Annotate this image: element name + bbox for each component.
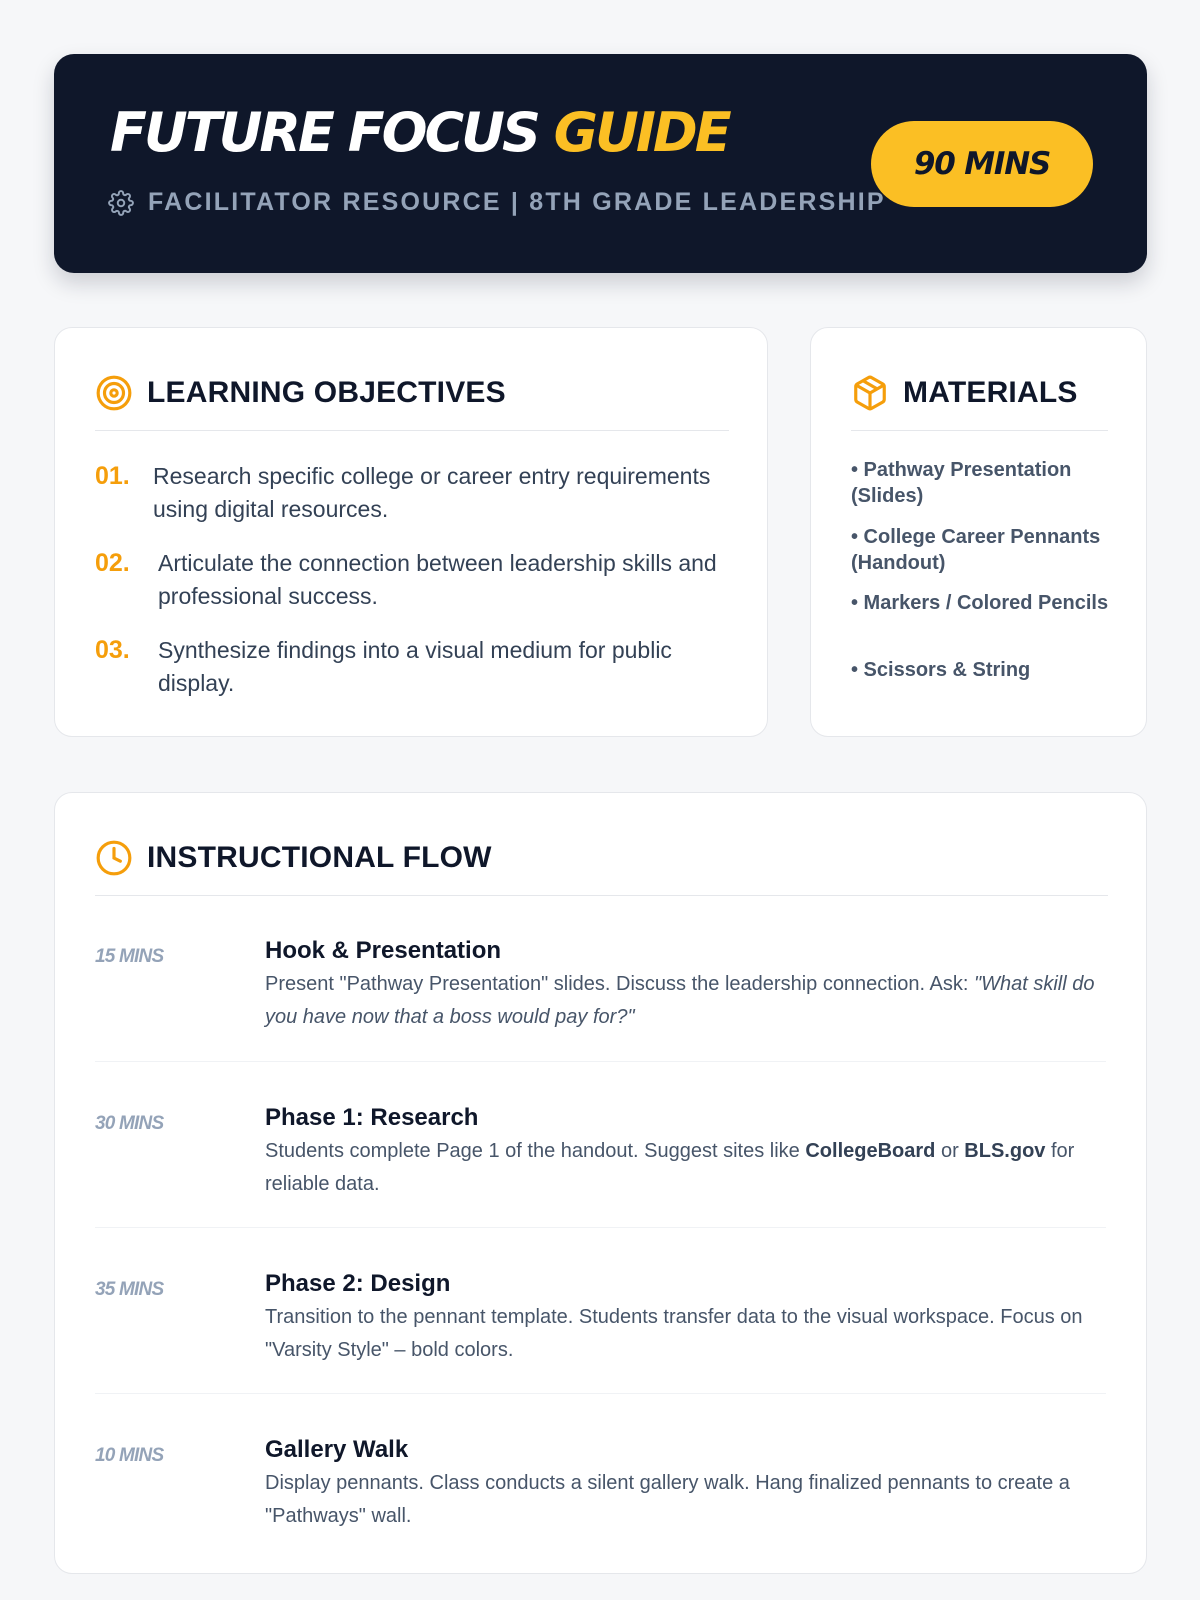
material-item: • College Career Pennants (Handout) bbox=[851, 526, 1101, 574]
step-time: 35 MINS bbox=[95, 1279, 164, 1300]
clock-icon bbox=[95, 839, 133, 877]
materials-card bbox=[810, 327, 1147, 737]
title-main: FUTURE FOCUS bbox=[110, 101, 538, 164]
step-time: 30 MINS bbox=[95, 1113, 164, 1134]
flow-heading: INSTRUCTIONAL FLOW bbox=[147, 841, 492, 874]
divider bbox=[95, 430, 729, 431]
step-title: Gallery Walk bbox=[265, 1436, 409, 1463]
flow-step bbox=[95, 1269, 1106, 1361]
step-time: 10 MINS bbox=[95, 1445, 164, 1466]
divider bbox=[95, 895, 1108, 896]
objectives-heading: LEARNING OBJECTIVES bbox=[147, 376, 506, 409]
material-item: • Scissors & String bbox=[851, 659, 1031, 681]
materials-heading: MATERIALS bbox=[903, 376, 1078, 409]
page-title bbox=[110, 101, 729, 164]
objectives-header bbox=[95, 373, 506, 413]
step-title: Phase 1: Research bbox=[265, 1104, 479, 1131]
flow-header bbox=[95, 838, 492, 878]
step-description: Display pennants. Class conducts a silent gallery walk. Hang finalized pennants to create a "Pathways" wall. bbox=[265, 1472, 1070, 1527]
material-item: • Pathway Presentation (Slides) bbox=[851, 459, 1072, 507]
objective-number: 03. bbox=[95, 636, 130, 664]
site-bls: BLS.gov bbox=[964, 1140, 1046, 1162]
objective-text: Research specific college or career entry requirements using digital resources. bbox=[153, 463, 711, 522]
duration-badge: 90 MINS bbox=[871, 121, 1093, 207]
objective-item bbox=[95, 634, 727, 700]
step-description: Transition to the pennant template. Students transfer data to the visual workspace. Focus on "Varsity Style" – bold colors. bbox=[265, 1306, 1083, 1361]
subtitle-text: FACILITATOR RESOURCE | 8TH GRADE LEADERSHIP bbox=[148, 188, 886, 216]
subtitle bbox=[108, 188, 886, 217]
step-question: "What skill do you have now that a boss would pay for?" bbox=[265, 973, 1095, 1028]
objectives-card bbox=[54, 327, 768, 737]
divider bbox=[851, 430, 1108, 431]
box-icon bbox=[851, 374, 889, 412]
step-title: Hook & Presentation bbox=[265, 937, 502, 964]
objective-text: Articulate the connection between leadership skills and professional success. bbox=[158, 550, 717, 609]
objective-item bbox=[95, 547, 727, 613]
flow-step bbox=[95, 1103, 1106, 1195]
flow-step bbox=[95, 936, 1106, 1028]
title-accent: GUIDE bbox=[553, 101, 729, 164]
header-banner bbox=[54, 54, 1147, 273]
row-divider bbox=[95, 1393, 1106, 1394]
step-description: Present "Pathway Presentation" slides. Discuss the leadership connection. Ask: "What skill do you have now that a boss would pay for?" bbox=[265, 973, 1095, 1028]
materials-header bbox=[851, 373, 1078, 413]
objective-number: 01. bbox=[95, 462, 130, 490]
row-divider bbox=[95, 1061, 1106, 1062]
objective-text: Synthesize findings into a visual medium for public display. bbox=[158, 637, 672, 696]
row-divider bbox=[95, 1227, 1106, 1228]
objective-item bbox=[95, 460, 727, 526]
step-description: Students complete Page 1 of the handout. Suggest sites like CollegeBoard or BLS.gov for reliable data. bbox=[265, 1140, 1075, 1195]
gear-icon bbox=[108, 190, 134, 216]
material-item: • Markers / Colored Pencils bbox=[851, 592, 1109, 614]
flow-card bbox=[54, 792, 1147, 1574]
flow-step bbox=[95, 1435, 1106, 1527]
step-title: Phase 2: Design bbox=[265, 1270, 451, 1297]
objective-number: 02. bbox=[95, 549, 130, 577]
step-time: 15 MINS bbox=[95, 946, 164, 967]
target-icon bbox=[95, 374, 133, 412]
site-collegeboard: CollegeBoard bbox=[805, 1140, 936, 1162]
